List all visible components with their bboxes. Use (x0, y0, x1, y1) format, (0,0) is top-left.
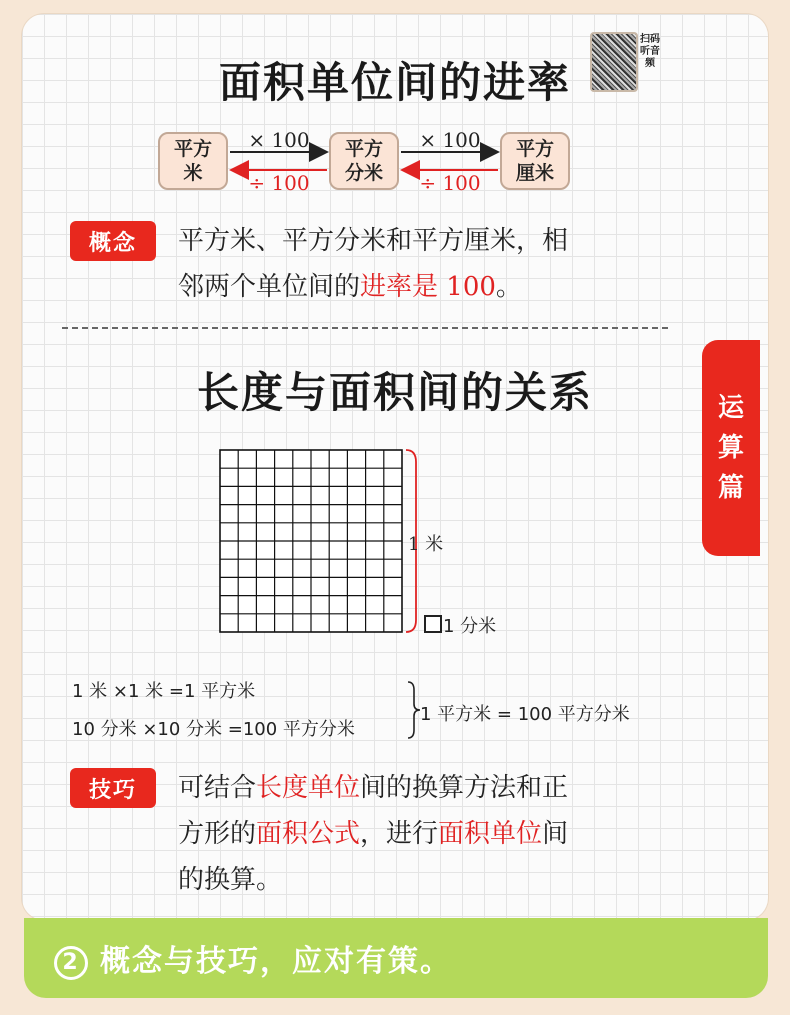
unit-label-line1: 平方 (344, 138, 383, 160)
concept-text (178, 218, 668, 310)
tip-highlight: 面积单位 (438, 819, 543, 849)
unit-label-line2: 米 (183, 162, 203, 184)
small-square-label: 1 分米 (443, 616, 497, 637)
concept-text-part: 平方米、平方分米和平方厘米，相 (178, 226, 569, 256)
side-length-label: 1 米 (408, 534, 444, 555)
tip-highlight: 长度单位 (256, 773, 361, 803)
square-grid-diagram (200, 440, 440, 650)
unit-label-line2: 厘米 (515, 162, 554, 184)
unit-label-line1: 平方 (515, 138, 554, 160)
tip-text-part: 方形的 (178, 819, 257, 849)
conversion-arrows (0, 0, 790, 220)
brace-icon (402, 680, 422, 740)
section-title-rates: 面积单位间的进率 (218, 58, 571, 107)
tip-text-part: 可结合 (178, 773, 257, 803)
tip-text-part: 间的换算方法和正 (360, 773, 569, 803)
divide-label-2: ÷ 100 (419, 171, 481, 195)
equation-result: 1 平方米 = 100 平方分米 (420, 704, 630, 725)
unit-label-line1: 平方 (173, 138, 212, 160)
multiply-label-2: × 100 (419, 128, 481, 152)
section-divider (62, 327, 668, 329)
unit-label-line2: 分米 (344, 162, 383, 184)
footer-number-badge: 2 (54, 946, 88, 980)
tip-tag: 技巧 (70, 768, 156, 808)
concept-tag: 概念 (70, 221, 156, 261)
tip-text-part: 间 (542, 819, 569, 849)
footer-banner (24, 918, 768, 998)
equation-meter: 1 米 ×1 米 =1 平方米 (72, 681, 256, 702)
tip-highlight: 面积公式 (256, 819, 361, 849)
small-square-icon (424, 615, 442, 633)
concept-highlight-number: 100 (438, 272, 496, 302)
tip-text (178, 765, 668, 903)
concept-text-part: 邻两个单位间的 (178, 272, 361, 302)
tip-text-part: ，进行 (360, 819, 439, 849)
section-title-length-area: 长度与面积间的关系 (196, 368, 593, 417)
multiply-label-1: × 100 (248, 128, 310, 152)
concept-highlight: 进率是 (360, 272, 439, 302)
equation-decimeter: 10 分米 ×10 分米 =100 平方分米 (72, 719, 355, 740)
qr-label: 扫码听音频 (640, 34, 660, 69)
concept-text-part: 。 (495, 272, 522, 302)
side-tab-char: 篇 (717, 473, 744, 503)
side-tab-char: 运 (717, 393, 744, 423)
side-tab-char: 算 (717, 433, 744, 463)
footer-text (54, 936, 452, 980)
tip-text-part: 的换算。 (178, 865, 283, 895)
footer-slogan: 概念与技巧，应对有策。 (100, 944, 452, 979)
divide-label-1: ÷ 100 (248, 171, 310, 195)
